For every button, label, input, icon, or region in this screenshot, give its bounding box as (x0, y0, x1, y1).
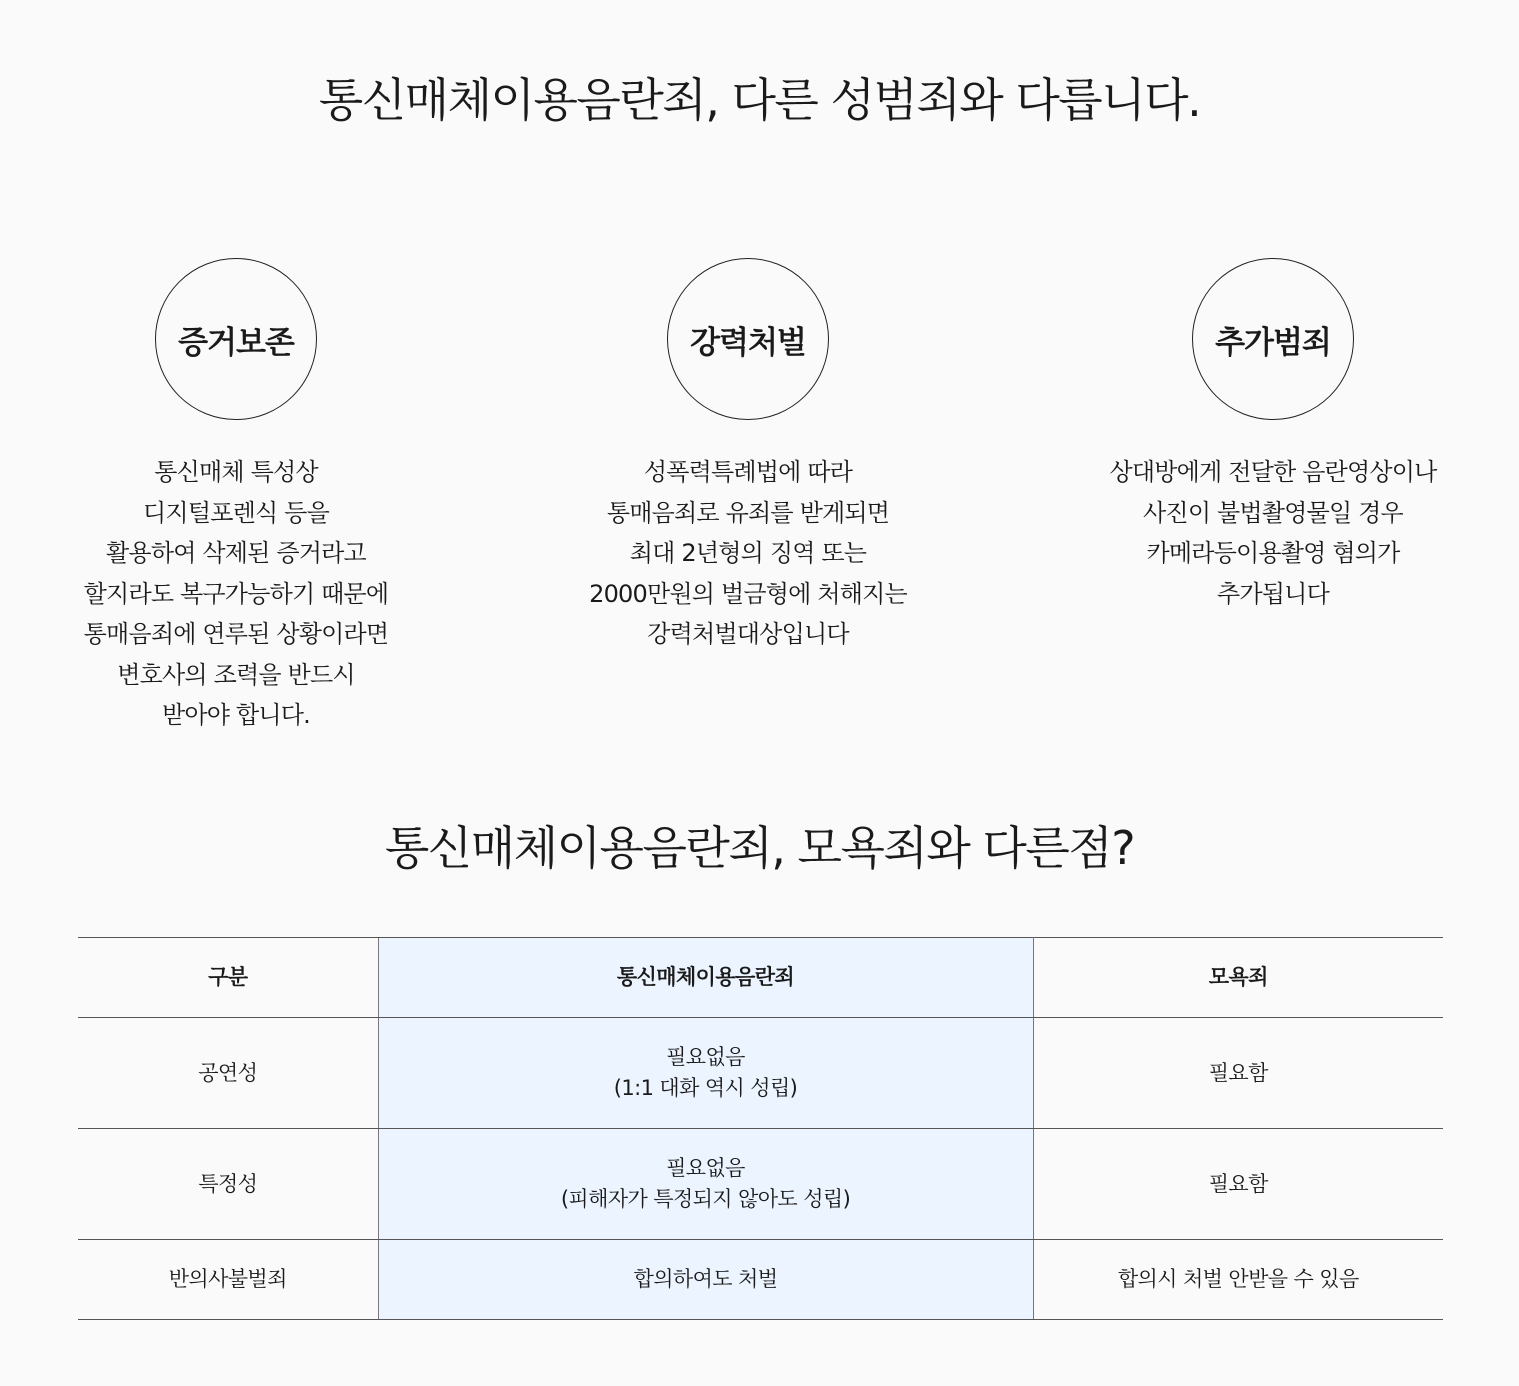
feature-circle (1192, 258, 1354, 420)
desc-line: 할지라도 복구가능하기 때문에 (83, 579, 389, 608)
header-obscenity-crime: 통신매체이용음란죄 (378, 938, 1033, 1018)
table-row (78, 1240, 1443, 1320)
feature-title: 추가범죄 (1215, 324, 1331, 361)
insult-cell: 필요함 (1033, 1018, 1443, 1129)
header-insult-crime: 모욕죄 (1033, 938, 1443, 1018)
table-row (78, 1018, 1443, 1129)
desc-line: 통매음죄에 연루된 상황이라면 (83, 620, 389, 648)
feature-circle (667, 258, 829, 420)
insult-cell: 합의시 처벌 안받을 수 있음 (1033, 1240, 1443, 1320)
comparison-heading: 통신매체이용음란죄, 모욕죄와 다른점? (384, 821, 1135, 875)
table-header-row (78, 938, 1443, 1018)
desc-line: 카메라등이용촬영 혐의가 (1146, 539, 1400, 567)
main-heading: 통신매체이용음란죄, 다른 성범죄와 다릅니다. (318, 73, 1201, 127)
cell-line: 필요없음 (666, 1045, 745, 1069)
feature-description (538, 452, 958, 655)
insult-cell: 필요함 (1033, 1129, 1443, 1240)
desc-line: 성폭력특례법에 따라 (643, 458, 853, 486)
row-label: 특정성 (78, 1129, 378, 1240)
feature-title: 강력처벌 (690, 324, 806, 361)
desc-line: 상대방에게 전달한 음란영상이나 (1109, 458, 1437, 486)
desc-line: 디지털포렌식 등을 (143, 498, 329, 527)
cell-line: (피해자가 특정되지 않아도 성립) (560, 1187, 851, 1211)
desc-line: 변호사의 조력을 반드시 (117, 660, 355, 689)
desc-line: 통매음죄로 유죄를 받게되면 (606, 498, 890, 527)
comparison-table (78, 937, 1443, 1320)
desc-line: 사진이 불법촬영물일 경우 (1143, 498, 1403, 527)
feature-description (26, 452, 446, 736)
desc-line: 최대 2년형의 징역 또는 (629, 539, 867, 567)
row-label: 반의사불벌죄 (78, 1240, 378, 1320)
cell-line: 필요없음 (666, 1156, 745, 1180)
desc-line: 받아야 합니다. (162, 701, 310, 729)
desc-line: 추가됩니다 (1217, 579, 1329, 608)
cell-line: (1:1 대화 역시 성립) (613, 1076, 798, 1100)
desc-line: 2000만원의 벌금형에 처해지는 (589, 579, 907, 608)
feature-title: 증거보존 (178, 324, 294, 361)
feature-additional-crime (1063, 258, 1483, 614)
feature-circle (155, 258, 317, 420)
desc-line: 강력처벌대상입니다 (647, 620, 849, 648)
row-label: 공연성 (78, 1018, 378, 1129)
header-category: 구분 (78, 938, 378, 1018)
obscenity-cell: 합의하여도 처벌 (378, 1240, 1033, 1320)
desc-line: 활용하여 삭제된 증거라고 (106, 539, 366, 567)
desc-line: 통신매체 특성상 (154, 458, 318, 486)
feature-strong-punishment (538, 258, 958, 655)
feature-evidence-preservation (26, 258, 446, 736)
feature-description (1063, 452, 1483, 614)
table-row (78, 1129, 1443, 1240)
obscenity-cell (378, 1018, 1033, 1129)
obscenity-cell (378, 1129, 1033, 1240)
